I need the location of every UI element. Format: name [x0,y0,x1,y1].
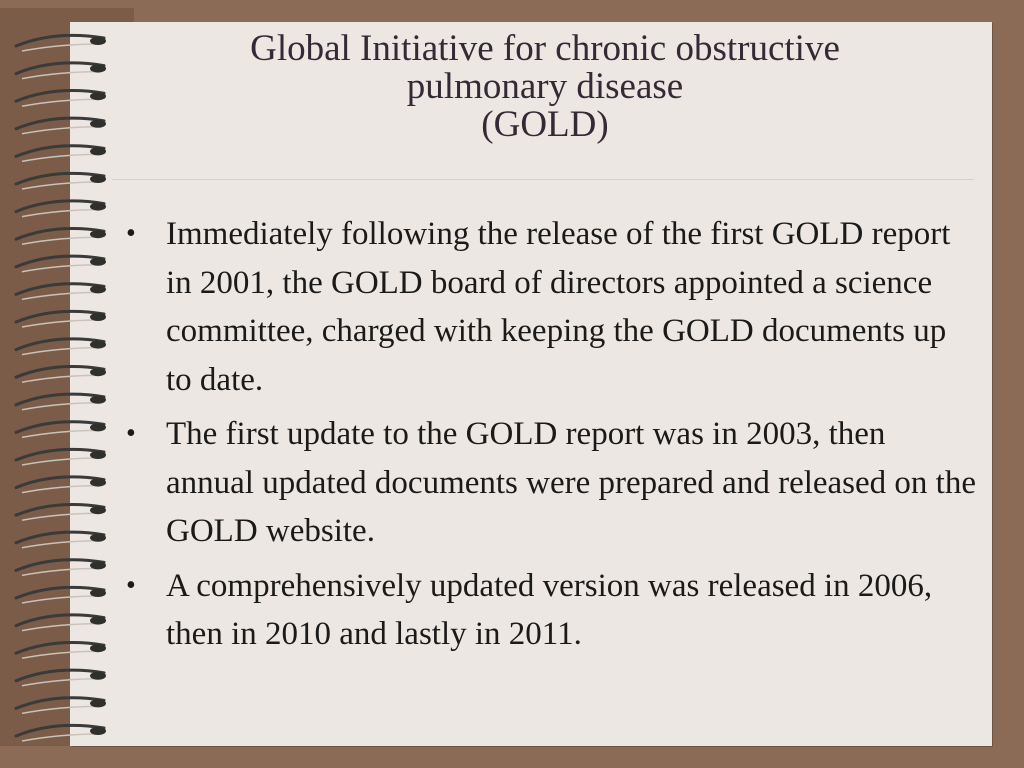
spiral-coil [16,670,106,686]
bullet-dot-icon: • [126,569,136,601]
spiral-coil [16,615,106,631]
spiral-coil [16,422,106,438]
title-divider [112,179,974,180]
spiral-coil [16,339,106,355]
title-line-3: (GOLD) [481,104,609,145]
spiral-coil [16,725,106,741]
spiral-coil [16,394,106,410]
bullet-text: A comprehensively updated version was released in 2006, then in 2010 and lastly in 2011. [166,567,933,652]
bullet-dot-icon: • [126,218,136,249]
spiral-coil [16,256,106,272]
spiral-coil [16,698,106,714]
bullet-list [126,210,976,665]
title-line-2: pulmonary disease [406,66,684,107]
spiral-coil [16,587,106,603]
spiral-coil [16,477,106,493]
spiral-coil [16,173,106,189]
bullet-text: Immediately following the release of the first GOLD report in 2001, the GOLD board of directors appointed a science committee, charged with keeping the GOLD documents up to date. [166,216,951,398]
spiral-coil [16,201,106,217]
spiral-coil [16,367,106,383]
slide-title [118,30,972,144]
spiral-coil [16,63,106,79]
title-line-1: Global Initiative for chronic obstructive [250,28,840,69]
spiral-coil [16,91,106,107]
bullet-dot-icon: • [126,418,136,449]
spiral-coil [16,505,106,521]
bullet-item [126,410,976,556]
spiral-coil [16,643,106,659]
spiral-coil [16,449,106,465]
spiral-coil [16,118,106,134]
bullet-text: The first update to the GOLD report was in 2003, then annual updated documents were prepared and released on the GOLD website. [166,416,976,549]
spiral-coil [16,284,106,300]
spiral-coil [16,532,106,548]
spiral-coil [16,560,106,576]
spiral-coil [16,146,106,162]
spiral-binding-icon [0,0,125,768]
spiral-coil [16,35,106,51]
spiral-coil [16,229,106,245]
bullet-item [126,562,976,659]
spiral-coil [16,311,106,327]
bullet-item [126,210,976,404]
